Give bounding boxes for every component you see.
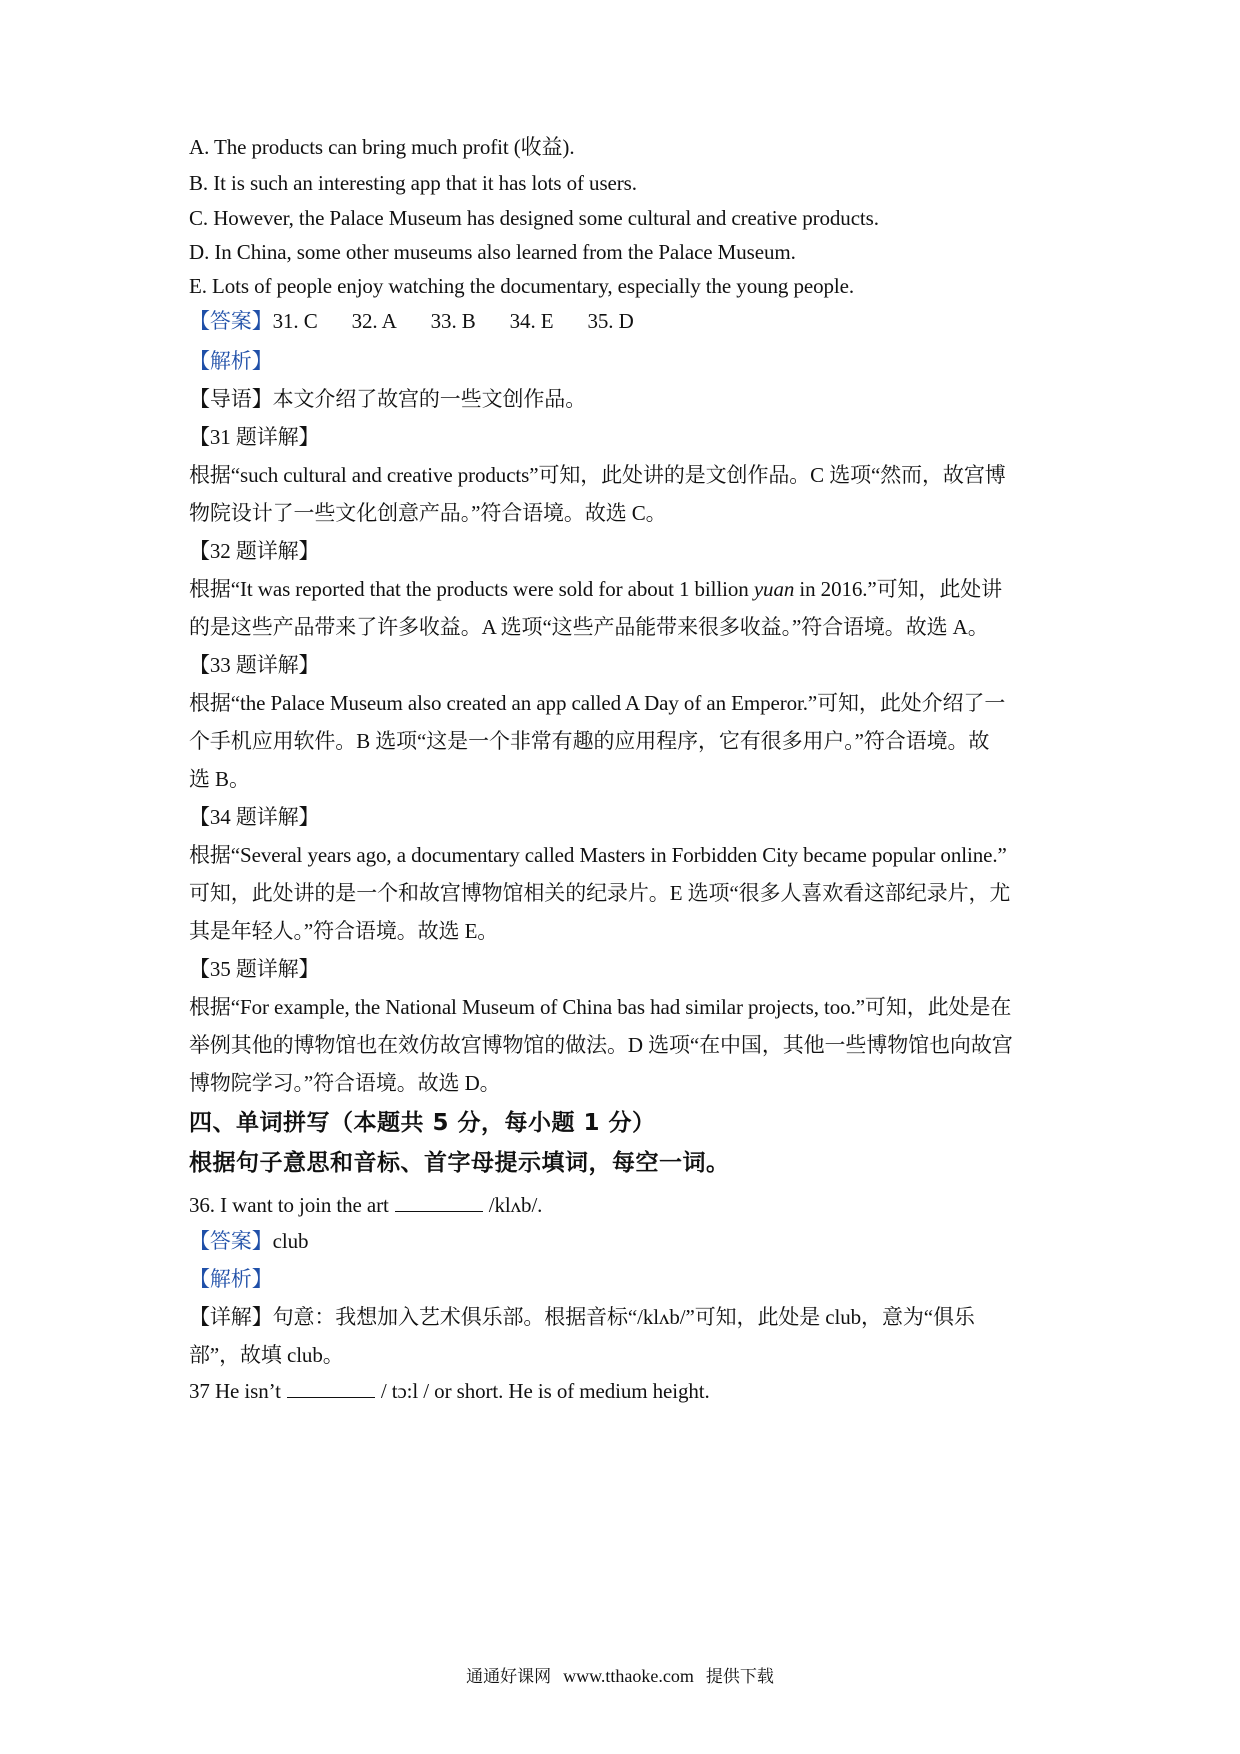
option-c: C. However, the Palace Museum has designed some cultural and creative products. <box>189 206 879 230</box>
q36-phonetic: /klʌb/. <box>488 1193 543 1217</box>
q37-question <box>189 1376 710 1406</box>
q36-analysis-tag: 【解析】 <box>189 1267 273 1291</box>
option-e: E. Lots of people enjoy watching the documentary, especially the young people. <box>189 274 854 298</box>
option-a: A. The products can bring much profit (收益). <box>189 135 575 159</box>
guide-line <box>189 384 586 414</box>
q37-blank <box>287 1379 375 1398</box>
option-d: D. In China, some other museums also learned from the Palace Museum. <box>189 240 796 264</box>
q35-line2: 举例其他的博物馆也在效仿故宫博物馆的做法。D 选项“在中国，其他一些博物馆也向故宫 <box>189 1033 1013 1057</box>
q34-line3: 其是年轻人。”符合语境。故选 E。 <box>189 919 499 943</box>
q31-title: 【31 题详解】 <box>189 425 320 449</box>
q32-line1-pre: 根据“It was reported that the products were sold for about 1 billion <box>189 577 754 601</box>
q31-line2: 物院设计了一些文化创意产品。”符合语境。故选 C。 <box>189 501 667 525</box>
section4-heading: 四、单词拼写（本题共 5 分，每小题 1 分） <box>189 1110 656 1136</box>
section4-instruction: 根据句子意思和音标、首字母提示填词，每空一词。 <box>189 1150 730 1176</box>
guide-text: 本文介绍了故宫的一些文创作品。 <box>272 387 587 411</box>
q36-answer-line <box>189 1226 308 1256</box>
q34-line1: 根据“Several years ago, a documentary called Masters in Forbidden City became popular online.” <box>189 843 1007 867</box>
answer-tag: 【答案】 <box>189 309 273 333</box>
q32-line1 <box>189 574 1002 604</box>
footer-url[interactable]: www.tthaoke.com <box>563 1666 694 1686</box>
q34-title: 【34 题详解】 <box>189 805 320 829</box>
q36-question-text: 36. I want to join the art <box>189 1193 389 1217</box>
answer-33: 33. B <box>430 309 476 333</box>
q35-line3: 博物院学习。”符合语境。故选 D。 <box>189 1071 501 1095</box>
analysis-tag: 【解析】 <box>189 349 273 373</box>
page-footer <box>0 1663 1240 1690</box>
guide-tag: 【导语】 <box>189 387 273 411</box>
q32-line2: 的是这些产品带来了许多收益。A 选项“这些产品能带来很多收益。”符合语境。故选 A。 <box>189 615 989 639</box>
option-b: B. It is such an interesting app that it has lots of users. <box>189 171 637 195</box>
q33-line1: 根据“the Palace Museum also created an app called A Day of an Emperor.”可知，此处介绍了一 <box>189 691 1006 715</box>
q36-detail-line2: 部”，故填 club。 <box>189 1343 344 1367</box>
q36-answer: club <box>272 1229 309 1253</box>
answer-32: 32. A <box>351 309 397 333</box>
q36-answer-tag: 【答案】 <box>189 1229 273 1253</box>
q36-detail-line1 <box>189 1302 975 1332</box>
q37-phonetic: / tɔ:l / or short. He is of medium height. <box>380 1379 710 1403</box>
q34-line2: 可知，此处讲的是一个和故宫博物馆相关的纪录片。E 选项“很多人喜欢看这部纪录片，尤 <box>189 881 1011 905</box>
answer-line <box>189 306 668 336</box>
answer-35: 35. D <box>587 309 634 333</box>
footer-site: 通通好课网 <box>466 1667 552 1687</box>
q37-question-text: 37 He isn’t <box>189 1379 281 1403</box>
q33-line3: 选 B。 <box>189 767 250 791</box>
q35-line1: 根据“For example, the National Museum of China bas had similar projects, too.”可知，此处是在 <box>189 995 1012 1019</box>
q33-line2: 个手机应用软件。B 选项“这是一个非常有趣的应用程序，它有很多用户。”符合语境。故 <box>189 729 990 753</box>
q36-detail-text1: 句意：我想加入艺术俱乐部。根据音标“/klʌb/”可知，此处是 club，意为“俱乐 <box>272 1305 975 1329</box>
q32-title: 【32 题详解】 <box>189 539 320 563</box>
footer-suffix: 提供下载 <box>705 1667 774 1687</box>
q36-question <box>189 1190 542 1220</box>
q36-detail-tag: 【详解】 <box>189 1305 273 1329</box>
q36-blank <box>395 1193 483 1212</box>
q35-title: 【35 题详解】 <box>189 957 320 981</box>
q33-title: 【33 题详解】 <box>189 653 320 677</box>
answer-34: 34. E <box>509 309 554 333</box>
q31-line1: 根据“such cultural and creative products”可知，此处讲的是文创作品。C 选项“然而，故宫博 <box>189 463 1006 487</box>
q32-line1-post: in 2016.”可知，此处讲 <box>794 577 1003 601</box>
q32-line1-em: yuan <box>753 577 795 601</box>
answer-31: 31. C <box>272 309 318 333</box>
